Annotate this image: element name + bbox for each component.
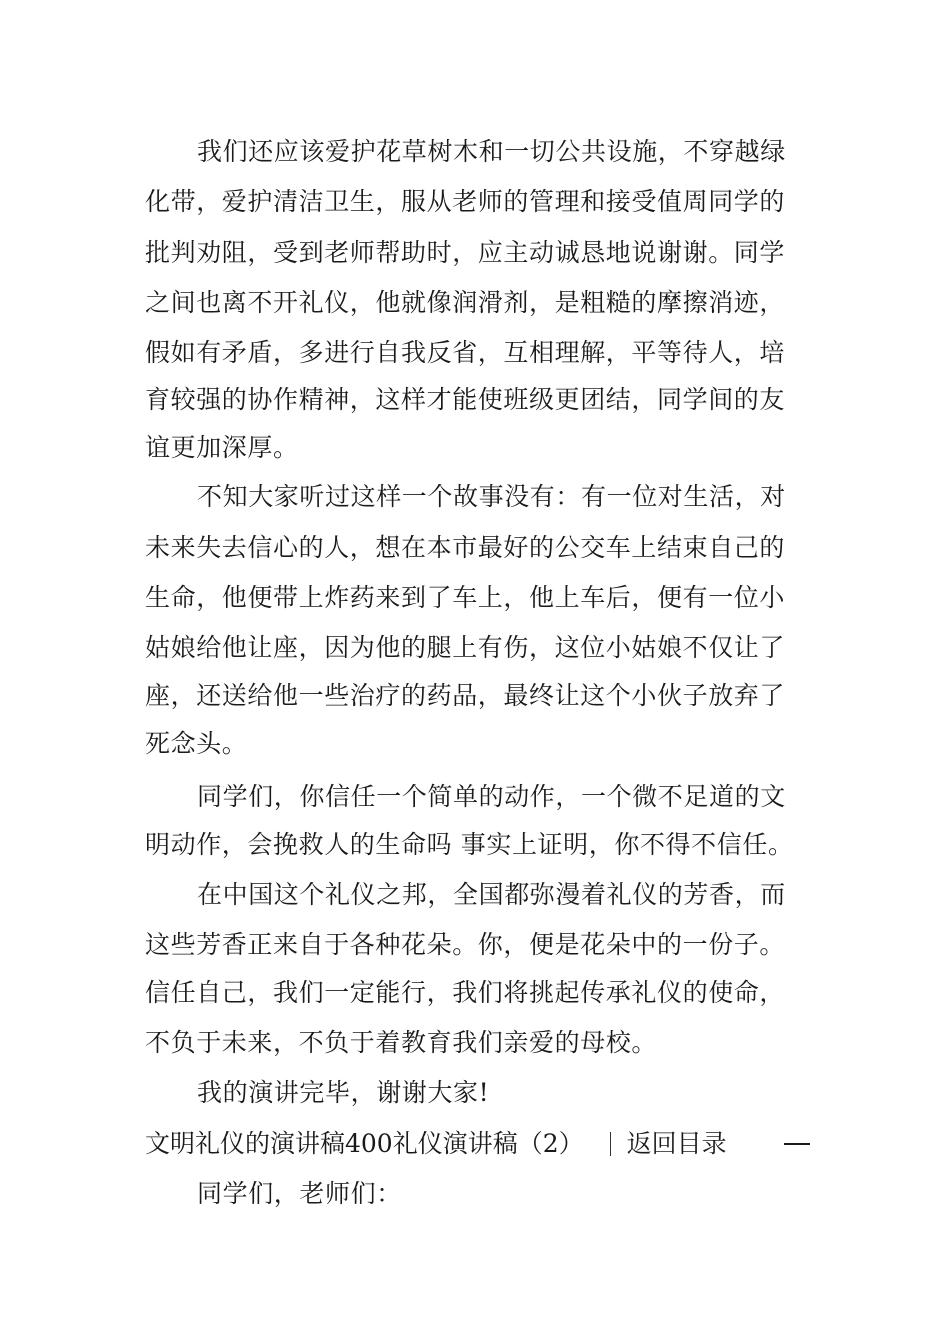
paragraph-line: 育较强的协作精神，这样才能使班级更团结，同学间的友	[145, 385, 786, 414]
paragraph-line: 明动作，会挽救人的生命吗 事实上证明，你不得不信任。	[145, 830, 794, 859]
paragraph-line: 未来失去信心的人，想在本市最好的公交车上结束自己的	[145, 533, 786, 562]
dash-mark	[784, 1143, 810, 1145]
paragraph-line: 假如有矛盾，多进行自我反省，互相理解，平等待人，培	[145, 338, 786, 367]
paragraph-line: 我们还应该爱护花草树木和一切公共设施，不穿越绿	[197, 137, 786, 166]
paragraph-line: 座，还送给他一些治疗的药品，最终让这个小伙子放弃了	[145, 681, 786, 710]
paragraph-line: 在中国这个礼仪之邦，全国都弥漫着礼仪的芳香，而	[197, 880, 786, 909]
paragraph-line: 这些芳香正来自于各种花朵。你，便是花朵中的一份子。	[145, 930, 786, 959]
paragraph-line: 不知大家听过这样一个故事没有：有一位对生活，对	[197, 482, 786, 511]
section-title: 文明礼仪的演讲稿400礼仪演讲稿（2）	[145, 1129, 584, 1158]
paragraph-line: 我的演讲完毕，谢谢大家!	[197, 1078, 490, 1107]
back-to-contents-link[interactable]: 返回目录	[626, 1129, 727, 1158]
paragraph-line: 化带，爱护清洁卫生，服从老师的管理和接受值周同学的	[145, 187, 786, 216]
paragraph-line: 批判劝阻，受到老师帮助时，应主动诚恳地说谢谢。同学	[145, 238, 786, 267]
paragraph-line: 同学们，你信任一个简单的动作，一个微不足道的文	[197, 782, 786, 811]
section-heading	[145, 1127, 810, 1161]
paragraph-line: 生命，他便带上炸药来到了车上，他上车后，便有一位小	[145, 583, 786, 612]
paragraph-line: 死念头。	[145, 729, 248, 758]
paragraph-line: 之间也离不开礼仪，他就像润滑剂，是粗糙的摩擦消迹，	[145, 288, 786, 317]
paragraph-line: 同学们，老师们：	[197, 1179, 402, 1208]
separator-bar	[610, 1132, 611, 1156]
paragraph-line: 姑娘给他让座，因为他的腿上有伤，这位小姑娘不仅让了	[145, 633, 786, 662]
paragraph-line: 信任自己，我们一定能行，我们将挑起传承礼仪的使命，	[145, 978, 786, 1007]
paragraph-line: 不负于未来，不负于着教育我们亲爱的母校。	[145, 1028, 658, 1057]
paragraph-line: 谊更加深厚。	[145, 433, 299, 462]
